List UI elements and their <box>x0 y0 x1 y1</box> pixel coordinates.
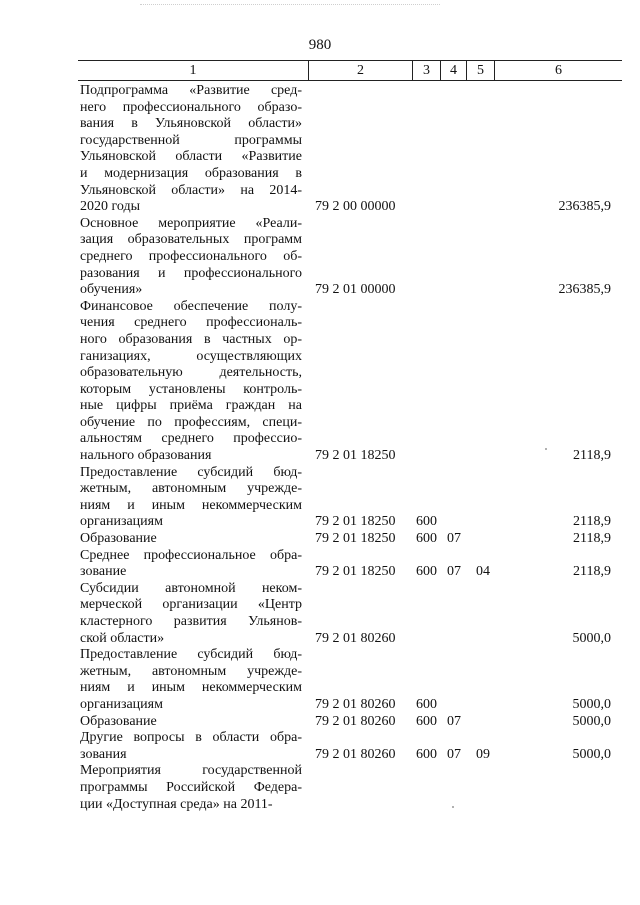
target-article-code: 79 2 00 00000 <box>315 199 396 215</box>
description-line: кластерного развития Ульянов- <box>80 614 302 629</box>
section-code: 07 <box>447 531 461 547</box>
description-line: ного образования в частных ор- <box>80 331 302 347</box>
target-article-code: 79 2 01 80260 <box>315 746 396 762</box>
description-line: ниям и иным некоммерческим <box>80 497 302 513</box>
target-article-code: 79 2 01 18250 <box>315 531 396 547</box>
row-values <box>0 448 640 465</box>
description-line: зования <box>80 746 127 762</box>
row-values <box>0 199 640 216</box>
scan-top-marks <box>140 4 440 7</box>
description-line: ниям и иным некоммерческим <box>80 680 302 696</box>
amount: 5000,0 <box>572 746 611 762</box>
table-row <box>0 465 640 531</box>
description-line: нального образования <box>80 448 212 464</box>
table-row <box>0 647 640 713</box>
header-col-1: 1 <box>189 63 197 78</box>
expense-type: 600 <box>416 696 437 712</box>
row-values <box>0 282 640 299</box>
table-header <box>78 60 622 81</box>
row-values <box>0 531 640 548</box>
table-row <box>0 216 640 299</box>
description-line: образовательную деятельность, <box>80 365 302 381</box>
amount: 236385,9 <box>558 199 611 215</box>
row-description <box>80 83 302 216</box>
expense-type: 600 <box>416 746 437 762</box>
description-line: организациям <box>80 696 163 712</box>
row-description <box>80 299 302 465</box>
description-line: Субсидии автономной неком- <box>80 580 302 596</box>
description-line: альностям среднего профессио- <box>80 431 302 447</box>
scan-speck <box>545 448 547 450</box>
expense-type: 600 <box>416 713 437 729</box>
description-line: жетным, автономным учрежде- <box>80 481 302 497</box>
description-line: Основное мероприятие «Реали- <box>80 215 302 231</box>
subsection-code: 04 <box>476 564 490 580</box>
amount: 2118,9 <box>573 514 611 530</box>
description-line: Другие вопросы в области обра- <box>80 730 302 746</box>
expense-type: 600 <box>416 564 437 580</box>
target-article-code: 79 2 01 18250 <box>315 564 396 580</box>
target-article-code: 79 2 01 18250 <box>315 514 396 530</box>
description-line: Образование <box>80 531 157 547</box>
table-row <box>0 730 640 763</box>
table-row <box>0 581 640 647</box>
description-line: ции «Доступная среда» на 2011- <box>80 796 273 812</box>
description-line: Предоставление субсидий бюд- <box>80 464 302 480</box>
table-row <box>0 531 640 548</box>
description-line: разования и профессионального <box>80 265 302 281</box>
section-code: 07 <box>447 713 461 729</box>
description-line: чения среднего профессиональ- <box>80 315 302 331</box>
description-line: зация образовательных программ <box>80 232 302 248</box>
description-line: зование <box>80 564 127 580</box>
row-values <box>0 631 640 648</box>
description-line: ганизациях, осуществляющих <box>80 348 302 364</box>
description-line: среднего профессионального об- <box>80 248 302 264</box>
page-number: 980 <box>308 37 332 53</box>
description-line: которым установлены контроль- <box>80 381 302 397</box>
row-values <box>0 514 640 531</box>
amount: 2118,9 <box>573 564 611 580</box>
description-line: Мероприятия государственной <box>80 763 302 779</box>
header-col-3: 3 <box>412 61 440 80</box>
table-row <box>0 299 640 465</box>
description-line: программы Российской Федера- <box>80 779 302 795</box>
description-line: Образование <box>80 713 157 729</box>
row-values <box>0 797 640 814</box>
row-values <box>0 697 640 714</box>
description-line: обучения» <box>80 282 143 298</box>
description-line: и модернизация образования в <box>80 165 302 181</box>
amount: 236385,9 <box>558 282 611 298</box>
header-col-6: 6 <box>494 61 622 80</box>
subsection-code: 09 <box>476 746 490 762</box>
description-line: ные цифры приёма граждан на <box>80 398 302 414</box>
amount: 5000,0 <box>572 630 611 646</box>
header-col-4: 4 <box>440 61 466 80</box>
description-line: Финансовое обеспечение полу- <box>80 298 302 314</box>
row-values <box>0 714 640 731</box>
description-line: обучение по профессиям, специ- <box>80 414 302 430</box>
amount: 5000,0 <box>572 713 611 729</box>
description-line: жетным, автономным учрежде- <box>80 663 302 679</box>
target-article-code: 79 2 01 18250 <box>315 448 396 464</box>
target-article-code: 79 2 01 80260 <box>315 713 396 729</box>
amount: 2118,9 <box>573 531 611 547</box>
expense-type: 600 <box>416 531 437 547</box>
table-row <box>0 763 640 813</box>
description-line: Предоставление субсидий бюд- <box>80 647 302 663</box>
description-line: него профессионального образо- <box>80 99 302 115</box>
description-line: Среднее профессиональное обра- <box>80 547 302 563</box>
row-values <box>0 564 640 581</box>
description-line: ской области» <box>80 630 165 646</box>
scan-speck <box>452 806 454 808</box>
header-col-5: 5 <box>466 61 494 80</box>
description-line: Ульяновской области «Развитие <box>80 149 302 165</box>
row-values <box>0 747 640 764</box>
section-code: 07 <box>447 564 461 580</box>
description-line: вания в Ульяновской области» <box>80 116 302 132</box>
amount: 2118,9 <box>573 448 611 464</box>
table-body <box>0 83 640 813</box>
target-article-code: 79 2 01 80260 <box>315 696 396 712</box>
table-row <box>0 83 640 216</box>
description-line: организациям <box>80 514 163 530</box>
table-row <box>0 714 640 731</box>
expense-type: 600 <box>416 514 437 530</box>
header-col-2: 2 <box>308 61 412 80</box>
description-line: Ульяновской области» на 2014- <box>80 182 302 198</box>
description-line: мерческой организации «Центр <box>80 597 302 613</box>
target-article-code: 79 2 01 00000 <box>315 282 396 298</box>
section-code: 07 <box>447 746 461 762</box>
table-row <box>0 548 640 581</box>
amount: 5000,0 <box>572 696 611 712</box>
description-line: 2020 годы <box>80 199 141 215</box>
description-line: Подпрограмма «Развитие сред- <box>80 83 302 98</box>
description-line: государственной программы <box>80 132 302 148</box>
target-article-code: 79 2 01 80260 <box>315 630 396 646</box>
